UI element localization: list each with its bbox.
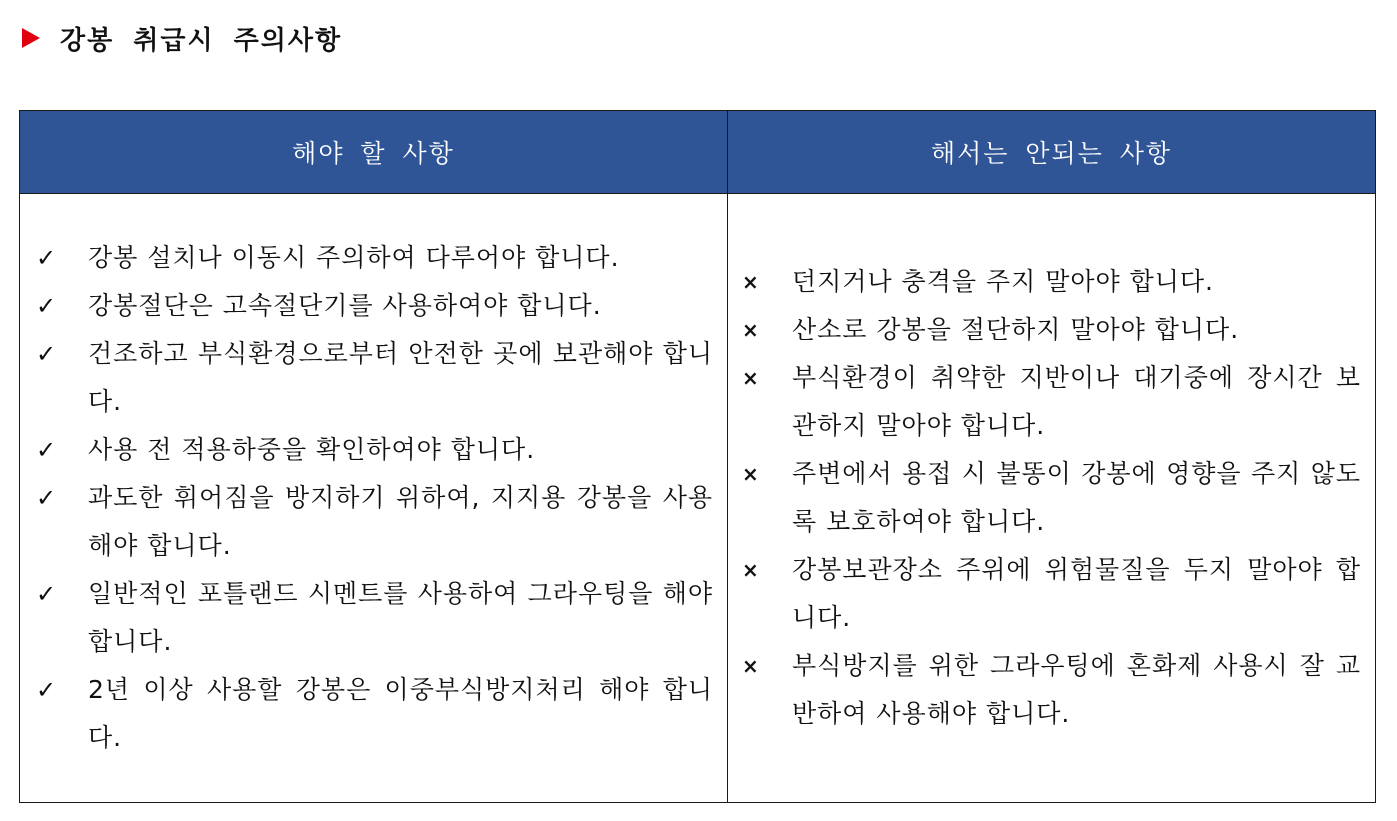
list-item: [36, 234, 713, 282]
list-item-text: 주변에서 용접 시 불똥이 강봉에 영향을 주지 않도록 보호하여야 합니다.: [792, 459, 1361, 536]
list-item: [742, 546, 1361, 642]
cross-icon: ×: [742, 462, 760, 486]
header-do: 해야 할 사항: [20, 111, 728, 194]
list-item-text: 과도한 휘어짐을 방지하기 위하여, 지지용 강봉을 사용해야 합니다.: [88, 483, 713, 560]
list-item: [742, 306, 1361, 354]
list-item: [36, 474, 713, 570]
checkmark-icon: ✓: [36, 580, 58, 608]
list-item-text: 산소로 강봉을 절단하지 말아야 합니다.: [792, 315, 1240, 344]
checkmark-icon: ✓: [36, 244, 58, 272]
list-item: [36, 426, 713, 474]
cross-icon: ×: [742, 270, 760, 294]
list-item-text: 강봉절단은 고속절단기를 사용하여야 합니다.: [88, 291, 602, 320]
cross-icon: ×: [742, 654, 760, 678]
list-item-text: 강봉 설치나 이동시 주의하여 다루어야 합니다.: [88, 243, 620, 272]
list-item: [742, 450, 1361, 546]
table-header-row: [20, 111, 1376, 194]
precautions-table: [19, 110, 1376, 803]
do-column: [20, 194, 728, 803]
list-item: [36, 282, 713, 330]
cross-icon: ×: [742, 318, 760, 342]
list-item: [36, 666, 713, 762]
list-item: [36, 570, 713, 666]
page-title: 강봉 취급시 주의사항: [60, 25, 343, 56]
checkmark-icon: ✓: [36, 340, 58, 368]
section-heading: [22, 18, 342, 58]
table-body-row: [20, 194, 1376, 803]
list-item-text: 일반적인 포틀랜드 시멘트를 사용하여 그라우팅을 해야 합니다.: [88, 579, 713, 656]
triangle-marker-icon: [22, 28, 40, 48]
list-item-text: 건조하고 부식환경으로부터 안전한 곳에 보관해야 합니다.: [88, 339, 713, 416]
dont-list: [728, 258, 1375, 738]
list-item-text: 강봉보관장소 주위에 위험물질을 두지 말아야 합니다.: [792, 555, 1361, 632]
list-item-text: 사용 전 적용하중을 확인하여야 합니다.: [88, 435, 536, 464]
list-item-text: 부식방지를 위한 그라우팅에 혼화제 사용시 잘 교반하여 사용해야 합니다.: [792, 651, 1361, 728]
checkmark-icon: ✓: [36, 436, 58, 464]
do-list: [20, 234, 727, 762]
header-dont: 해서는 안되는 사항: [728, 111, 1376, 194]
list-item: [36, 330, 713, 426]
list-item-text: 부식환경이 취약한 지반이나 대기중에 장시간 보관하지 말아야 합니다.: [792, 363, 1361, 440]
checkmark-icon: ✓: [36, 292, 58, 320]
dont-column: [728, 194, 1376, 803]
list-item: [742, 258, 1361, 306]
list-item: [742, 354, 1361, 450]
checkmark-icon: ✓: [36, 484, 58, 512]
list-item-text: 2년 이상 사용할 강봉은 이중부식방지처리 해야 합니다.: [88, 675, 713, 752]
checkmark-icon: ✓: [36, 676, 58, 704]
list-item-text: 던지거나 충격을 주지 말아야 합니다.: [792, 267, 1214, 296]
list-item: [742, 642, 1361, 738]
cross-icon: ×: [742, 366, 760, 390]
cross-icon: ×: [742, 558, 760, 582]
